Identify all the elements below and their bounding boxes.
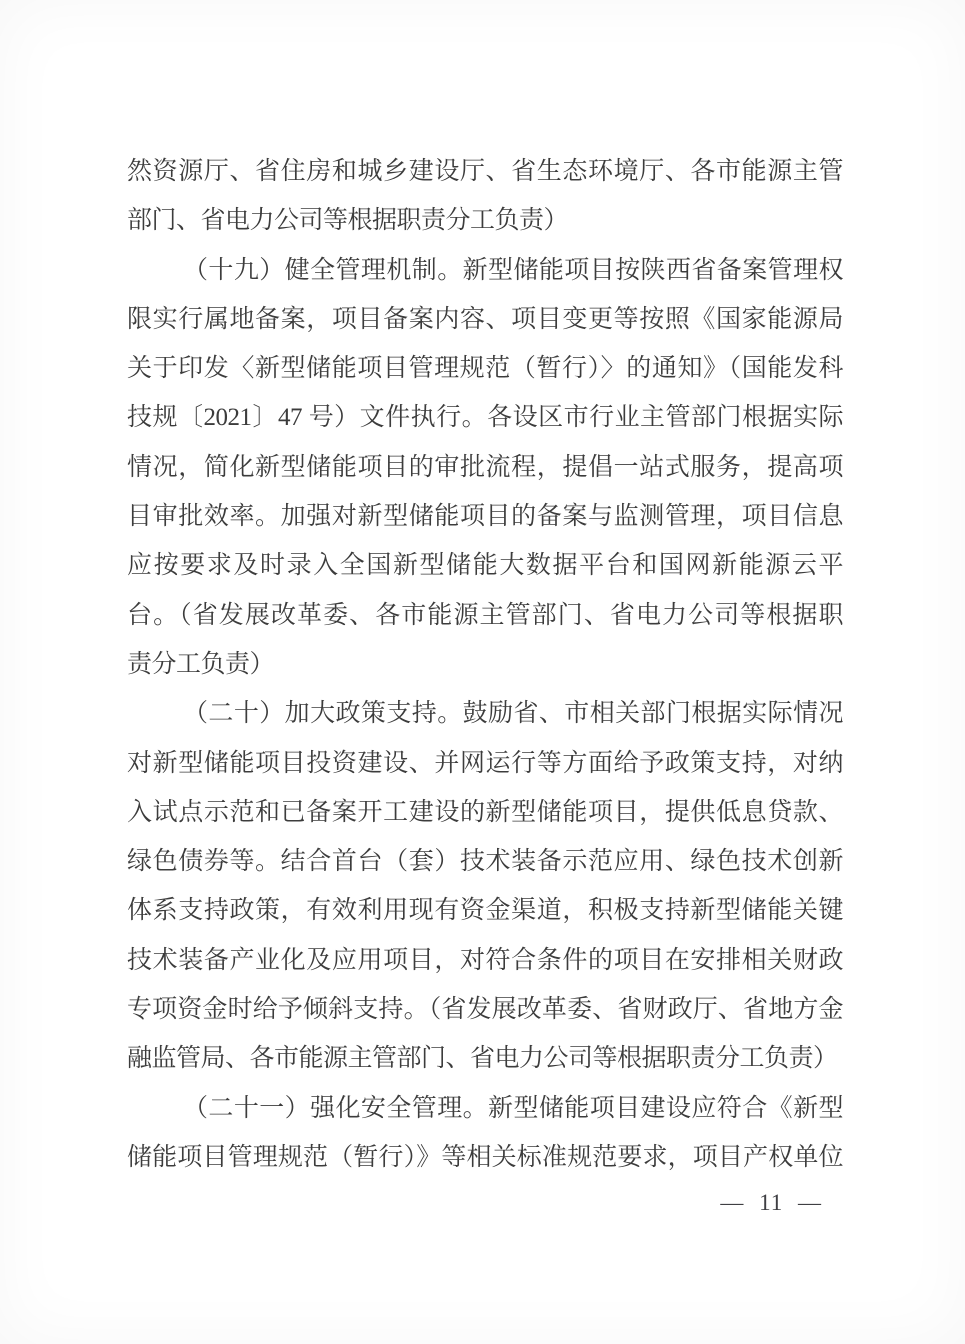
- paragraph: [127, 689, 843, 1083]
- text-line: 对新型储能项目投资建设、并网运行等方面给予政策支持，对纳: [127, 749, 843, 777]
- text-line: 技术装备产业化及应用项目，对符合条件的项目在安排相关财政: [127, 946, 843, 974]
- text-line: （二十）加大政策支持。鼓励省、市相关部门根据实际情况: [183, 700, 843, 728]
- text-line: 融监管局、各市能源主管部门、省电力公司等根据职责分工负责）: [127, 1045, 838, 1073]
- text-line: 台。（省发展改革委、各市能源主管部门、省电力公司等根据职: [127, 601, 843, 629]
- text-line: 责分工负责）: [127, 650, 275, 678]
- document-body: [127, 147, 843, 1182]
- page-number: — 11 —: [720, 1190, 822, 1215]
- text-line: （二十一）强化安全管理。新型储能项目建设应符合《新型: [183, 1094, 843, 1122]
- text-line: 绿色债券等。结合首台（套）技术装备示范应用、绿色技术创新: [127, 848, 843, 876]
- text-line: 部门、省电力公司等根据职责分工负责）: [127, 207, 569, 235]
- text-line: （十九）健全管理机制。新型储能项目按陕西省备案管理权: [183, 256, 843, 284]
- text-line: 体系支持政策，有效利用现有资金渠道，积极支持新型储能关键: [127, 897, 843, 925]
- paragraph: [127, 1084, 843, 1183]
- text-line: 目审批效率。加强对新型储能项目的备案与监测管理，项目信息: [127, 503, 843, 531]
- text-line: 限实行属地备案，项目备案内容、项目变更等按照《国家能源局: [127, 305, 843, 333]
- text-line: 技规〔2021〕47 号）文件执行。各设区市行业主管部门根据实际: [127, 404, 843, 432]
- text-line: 入试点示范和已备案开工建设的新型储能项目，提供低息贷款、: [127, 798, 843, 826]
- paragraph: [127, 147, 843, 246]
- text-line: 应按要求及时录入全国新型储能大数据平台和国网新能源云平: [127, 552, 843, 580]
- text-line: 情况，简化新型储能项目的审批流程，提倡一站式服务，提高项: [127, 453, 843, 481]
- paragraph: [127, 246, 843, 690]
- text-line: 关于印发〈新型储能项目管理规范（暂行）〉的通知》（国能发科: [127, 355, 843, 383]
- text-line: 专项资金时给予倾斜支持。（省发展改革委、省财政厅、省地方金: [127, 996, 843, 1024]
- text-line: 然资源厅、省住房和城乡建设厅、省生态环境厅、各市能源主管: [127, 158, 843, 185]
- text-line: 储能项目管理规范（暂行）》等相关标准规范要求，项目产权单位: [127, 1143, 843, 1171]
